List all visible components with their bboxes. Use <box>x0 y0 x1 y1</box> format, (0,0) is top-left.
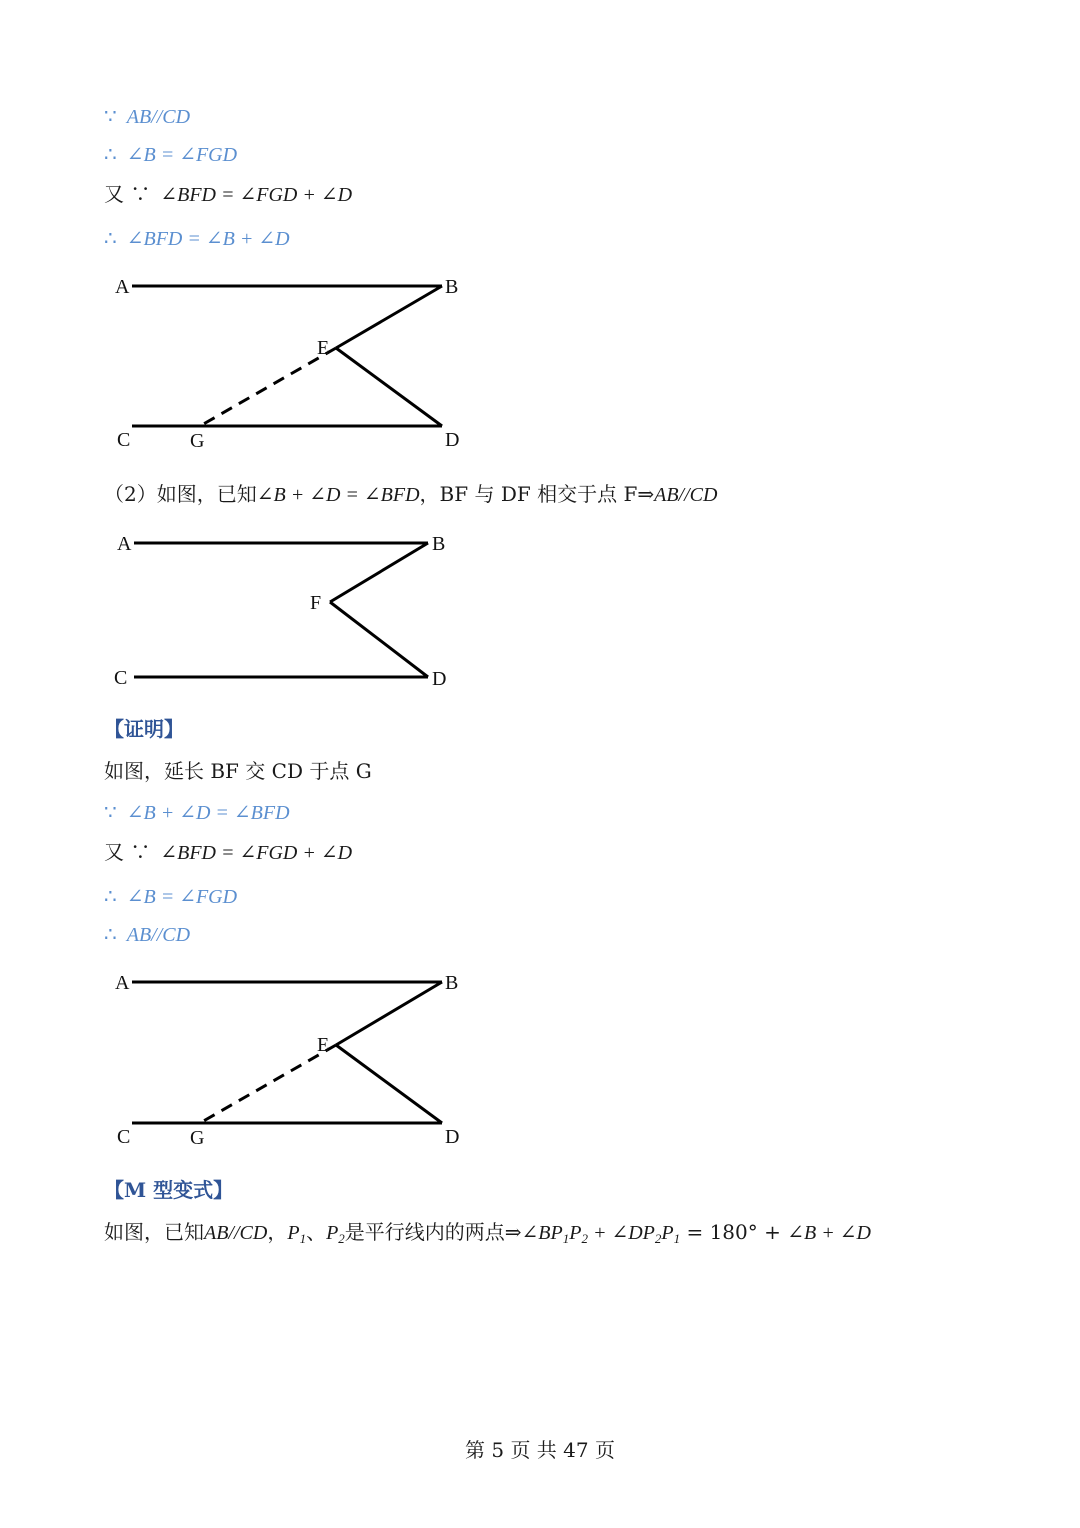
variant-text: 如图，已知 <box>104 1220 204 1244</box>
math-expression: AB//CD <box>126 106 191 128</box>
proof2-line-4 <box>104 920 190 949</box>
variant-statement <box>104 1218 871 1247</box>
label-a: A <box>115 276 130 298</box>
label-c: C <box>114 667 128 689</box>
label-c: C <box>117 429 131 451</box>
label-d: D <box>445 429 460 451</box>
part2-statement <box>104 480 717 509</box>
math-expression: AB//CD <box>126 924 191 946</box>
figure-2 <box>104 526 484 694</box>
label-d: D <box>432 668 447 690</box>
segment-be <box>336 286 442 348</box>
therefore-symbol: ∴ <box>104 884 117 908</box>
proof2-line-1 <box>104 798 290 827</box>
proof1-line-2 <box>104 140 237 169</box>
proof2-line-2 <box>104 838 352 867</box>
label-c: C <box>117 1126 131 1148</box>
label-e: E <box>317 337 330 359</box>
math-expression: ∠B + ∠D <box>787 1222 871 1244</box>
also-because-prefix: 又 ∵ <box>104 182 151 206</box>
label-e: E <box>317 1034 330 1056</box>
point-p1: $P_1$ <box>287 1222 307 1246</box>
math-expression: ∠BFD = ∠FGD + ∠D <box>160 184 353 206</box>
math-expression: ∠B + ∠D = ∠BFD <box>256 484 420 506</box>
point-p2: $P_2$ <box>326 1222 345 1246</box>
therefore-symbol: ∴ <box>104 142 117 166</box>
math-expression: ∠B = ∠FGD <box>126 144 238 166</box>
label-a: A <box>117 533 132 555</box>
segment-fd <box>330 602 428 677</box>
segment-ed <box>336 1045 442 1123</box>
therefore-symbol: ∴ <box>104 922 117 946</box>
math-expression: ∠B = ∠FGD <box>126 886 238 908</box>
label-b: B <box>445 276 459 298</box>
proof-intro: 如图，延长 BF 交 CD 于点 G <box>104 759 372 783</box>
therefore-symbol: ∴ <box>104 226 117 250</box>
figure-1 <box>104 268 484 458</box>
part2-prefix: （2）如图，已知 <box>104 482 257 506</box>
variant-text: 是平行线内的两点⇒ <box>344 1220 522 1244</box>
segment-bf <box>330 543 428 602</box>
label-d: D <box>445 1126 460 1148</box>
label-g: G <box>190 1127 205 1149</box>
label-f: F <box>310 592 322 614</box>
part2-middle: ，BF 与 DF 相交于点 F⇒ <box>419 482 655 506</box>
also-because-prefix: 又 ∵ <box>104 840 151 864</box>
math-expression: AB//CD <box>654 484 718 506</box>
proof1-line-1 <box>104 102 190 131</box>
variant-text: ， <box>267 1220 288 1244</box>
label-g: G <box>190 430 205 452</box>
proof2-line-3 <box>104 882 237 911</box>
because-symbol: ∵ <box>104 800 117 824</box>
math-expression: ∠B + ∠D = ∠BFD <box>126 802 290 824</box>
label-b: B <box>445 972 459 994</box>
segment-be <box>336 982 442 1045</box>
variant-text: 、 <box>306 1220 327 1244</box>
label-a: A <box>115 972 130 994</box>
math-expression: AB//CD <box>204 1222 268 1244</box>
variant-heading: 【M 型变式】 <box>104 1178 234 1202</box>
math-expression: ∠BFD = ∠B + ∠D <box>126 228 290 250</box>
math-expression: $\angle BP_1P_2$ + $\angle DP_2P_1$ <box>521 1222 681 1246</box>
dashed-segment-eg <box>200 1045 336 1123</box>
because-symbol: ∵ <box>104 104 117 128</box>
proof1-line-3 <box>104 180 352 209</box>
page-footer: 第 5 页 共 47 页 <box>465 1438 615 1462</box>
math-expression: ∠BFD = ∠FGD + ∠D <box>160 842 353 864</box>
figure-3 <box>104 964 484 1154</box>
segment-ed <box>336 348 442 426</box>
proof-heading: 【证明】 <box>104 717 184 741</box>
dashed-segment-eg <box>200 348 336 426</box>
proof1-line-4 <box>104 224 290 253</box>
label-b: B <box>432 533 446 555</box>
variant-text: = 180° + <box>680 1220 788 1244</box>
